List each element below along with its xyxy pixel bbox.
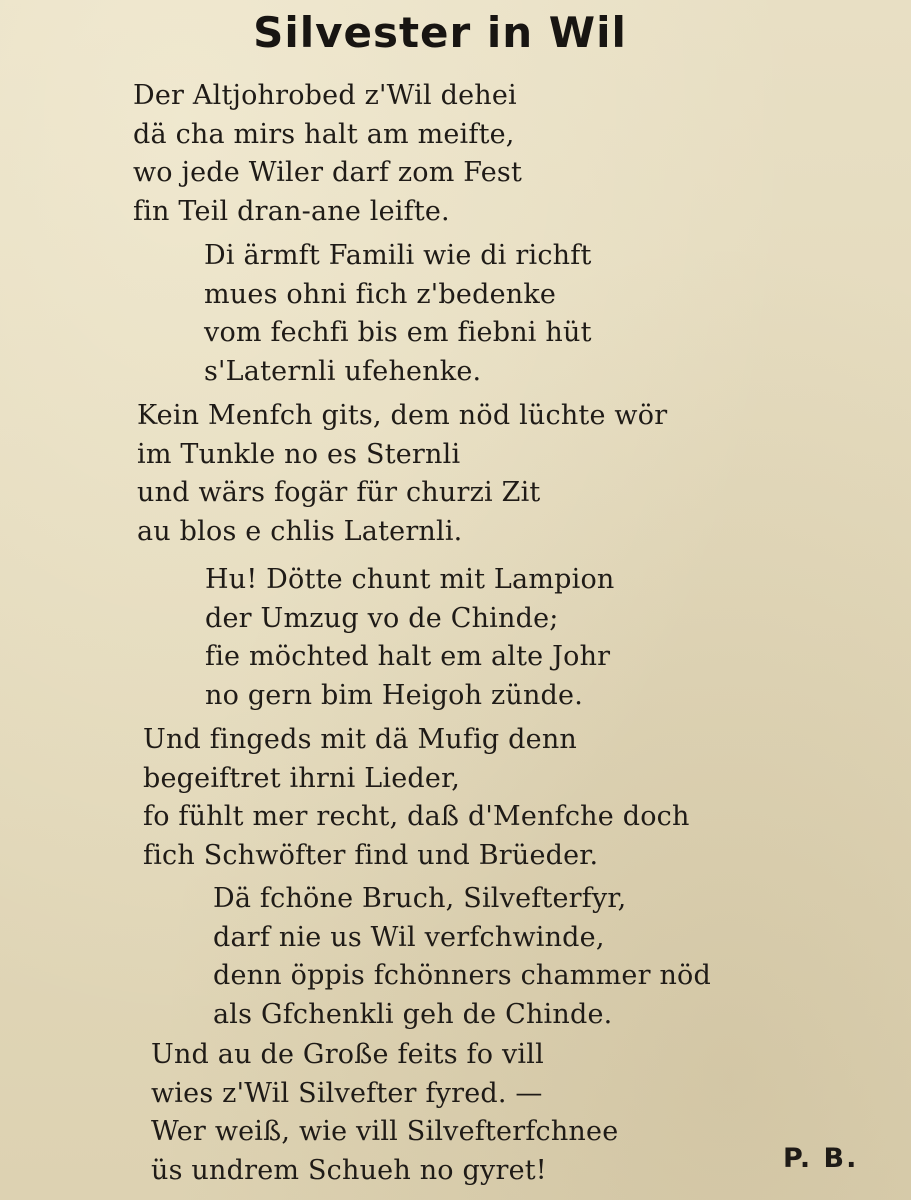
poem-line: darf nie us Wil verfchwinde, <box>213 921 605 953</box>
poem-line: Und au de Große feits fo vill <box>151 1039 544 1070</box>
poem-line: als Gfchenkli geh de Chinde. <box>213 998 613 1030</box>
poem-line: Hu! Dötte chunt mit Lampion <box>205 564 615 595</box>
poem-line: dä cha mirs halt am meifte, <box>133 118 515 150</box>
poem-line: fo fühlt mer recht, daß d'Menfche doch <box>143 801 690 832</box>
poem-line: begeiftret ihrni Lieder, <box>143 762 460 794</box>
author-signature: P. B. <box>783 1143 859 1174</box>
stanza-4 <box>205 561 615 715</box>
poem-line: au blos e chlis Laternli. <box>137 515 463 547</box>
poem-line: mues ohni fich z'bedenke <box>204 278 557 310</box>
poem-line: fich Schwöfter find und Brüeder. <box>143 839 599 871</box>
stanza-6 <box>213 880 711 1034</box>
poem-line: wo jede Wiler darf zom Fest <box>133 157 523 188</box>
stanza-1 <box>133 77 522 231</box>
poem-line: fin Teil dran-ane leifte. <box>133 195 450 227</box>
poem-line: Di ärmft Famili wie di richft <box>204 240 592 271</box>
stanza-5 <box>143 721 690 875</box>
poem-line: Dä fchöne Bruch, Silvefterfyr, <box>213 883 627 914</box>
stanza-3 <box>137 397 667 551</box>
poem-line: üs undrem Schueh no gyret! <box>151 1154 547 1186</box>
poem-title: Silvester in Wil <box>253 8 627 57</box>
stanza-2 <box>204 237 592 391</box>
stanza-7 <box>151 1036 618 1190</box>
poem-line: Und fingeds mit dä Mufig denn <box>143 724 578 755</box>
poem-line: no gern bim Heigoh zünde. <box>205 679 583 711</box>
poem-line: Wer weiß, wie vill Silvefterfchnee <box>151 1116 619 1147</box>
poem-line: denn öppis fchönners chammer nöd <box>213 960 711 991</box>
poem-line: und wärs fogär für churzi Zit <box>137 477 541 508</box>
poem-line: im Tunkle no es Sternli <box>137 438 461 470</box>
poem-line: Der Altjohrobed z'Wil dehei <box>133 80 517 111</box>
poem-line: vom fechfi bis em fiebni hüt <box>204 317 592 348</box>
poem-line: wies z'Wil Silvefter fyred. — <box>151 1077 543 1109</box>
poem-line: fie möchted halt em alte Johr <box>205 641 611 672</box>
poem-line: Kein Menfch gits, dem nöd lüchte wör <box>137 400 668 431</box>
poem-line: s'Laternli ufehenke. <box>204 355 482 387</box>
poem-line: der Umzug vo de Chinde; <box>205 602 559 634</box>
